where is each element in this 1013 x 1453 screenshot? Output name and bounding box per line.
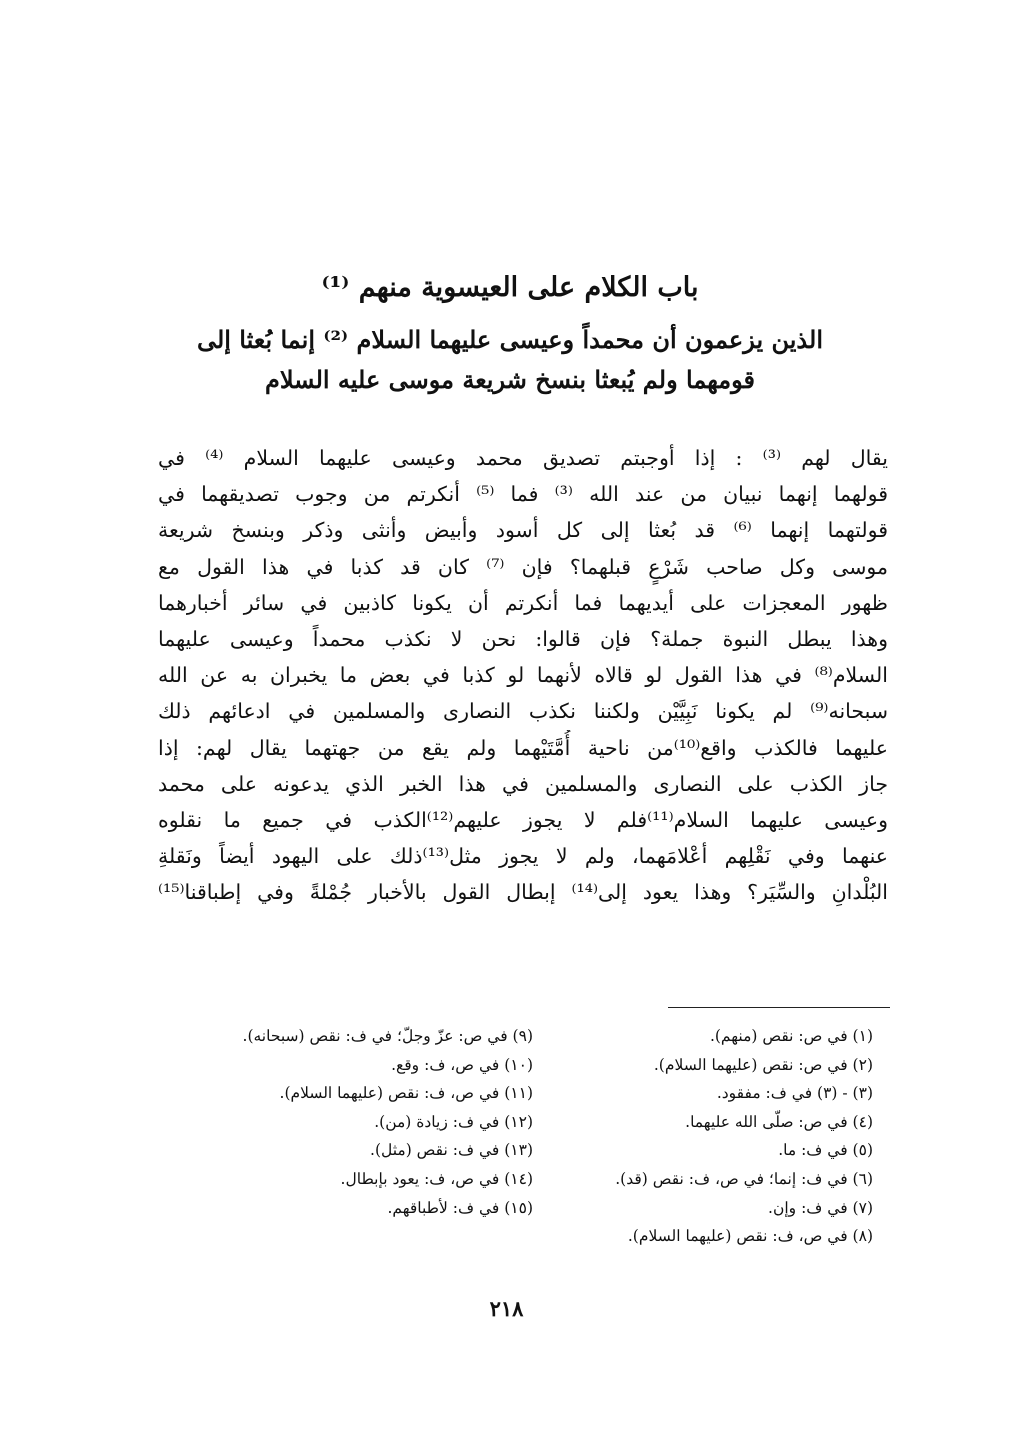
body-line: قولتهما إنهما ⁽⁶⁾ قد بُعثا إلى كل أسود وأبيض وأنثى وذكر وبنسخ شريعة: [158, 518, 888, 543]
body-line: السلام⁽⁸⁾ في هذا القول لو قالاه لأنهما لو كذبا في بعض ما يخبران به عن الله: [158, 663, 888, 688]
footnote: (٦) في ف: إنما؛ في ص، ف: نقص (قد).: [615, 1169, 873, 1188]
body-line: موسى وكل صاحب شَرْعٍ قبلهما؟ فإن ⁽⁷⁾ كان قد كذبا في هذا القول مع: [158, 554, 888, 579]
footnote-separator: [668, 1007, 890, 1008]
footnote: (٩) في ص: عزّ وجلّ؛ في ف: نقص (سبحانه).: [242, 1027, 533, 1045]
body-text: [158, 440, 888, 911]
body-line: جاز الكذب على النصارى والمسلمين في هذا الخبر الذي يدعونه على محمد: [158, 771, 888, 796]
footnote: (١٤) في ص، ف: يعود بإبطال.: [340, 1169, 533, 1188]
body-line: عليهما فالكذب واقع⁽¹⁰⁾من ناحية أُمَّتَيْهما ولم يقع من جهتهما يقال لهم: إذا: [158, 735, 888, 760]
footnote: (١٥) في ف: لأطباقهم.: [387, 1198, 533, 1217]
footnote: (٢) في ص: نقص (عليهما السلام).: [653, 1055, 873, 1074]
footnotes-column-left: [153, 1022, 533, 1222]
body-line: قولهما إنهما نبيان من عند الله ⁽³⁾ فما ⁽⁵⁾ أنكرتم من وجوب تصديقهما في: [158, 482, 888, 507]
chapter-title: باب الكلام على العيسوية منهم ⁽¹⁾: [321, 272, 699, 303]
footnote: (٧) في ف: وإن.: [768, 1198, 873, 1217]
footnote: (١٢) في ف: زيادة (من).: [374, 1112, 533, 1131]
body-line: وعيسى عليهما السلام⁽¹¹⁾فلم لا يجوز عليهم⁽¹²⁾الكذب في جميع ما نقلوه: [158, 808, 888, 833]
body-line: سبحانه⁽⁹⁾ لم يكونا نَبِيَّيْن ولكننا نكذب النصارى والمسلمين في ادعائهم ذلك: [158, 699, 888, 724]
body-line: عنهما وفي نَقْلِهم أعْلامَهما، ولم لا يجوز مثل⁽¹³⁾ذلك على اليهود أيضاً ونَقلةِ: [158, 844, 888, 869]
footnote: (١) في ص: نقص (منهم).: [709, 1027, 873, 1045]
chapter-heading: [150, 268, 870, 400]
body-line: وهذا يبطل النبوة جملة؟ فإن قالوا: نحن لا نكذب محمداً وعيسى عليهما: [158, 627, 888, 652]
footnote: (٨) في ص، ف: نقص (عليهما السلام).: [627, 1227, 873, 1246]
footnote: (٣) - (٣) في ف: مفقود.: [716, 1084, 873, 1103]
body-line: ظهور المعجزات على أيديهما فما أنكرتم أن يكونا كاذبين في سائر أخبارهما: [158, 590, 888, 615]
footnote: (١٣) في ف: نقص (مثل).: [370, 1141, 533, 1160]
chapter-subtitle-line-1: الذين يزعمون أن محمداً وعيسى عليهما السلام ⁽²⁾ إنما بُعثا إلى: [196, 325, 824, 354]
body-line: البُلْدانِ والسِّيَر؟ وهذا يعود إلى⁽¹⁴⁾ إبطال القول بالأخبار جُمْلةً وفي إطباقنا⁽¹⁵⁾: [158, 880, 888, 905]
footnote: (١٠) في ص، ف: وقع.: [391, 1055, 533, 1074]
body-line: يقال لهم ⁽³⁾ : إذا أوجبتم تصديق محمد وعيسى عليهما السلام ⁽⁴⁾ في: [158, 446, 888, 470]
footnote: (١١) في ص، ف: نقص (عليهما السلام).: [279, 1084, 533, 1103]
footnote: (٤) في ص: صلّى الله عليهما.: [685, 1112, 873, 1131]
chapter-subtitle-line-2: قومهما ولم يُبعثا بنسخ شريعة موسى عليه السلام: [264, 365, 755, 394]
footnote: (٥) في ف: ما.: [778, 1141, 873, 1160]
footnotes-column-right: [513, 1022, 873, 1251]
page-number: ٢١٨: [489, 1296, 524, 1321]
